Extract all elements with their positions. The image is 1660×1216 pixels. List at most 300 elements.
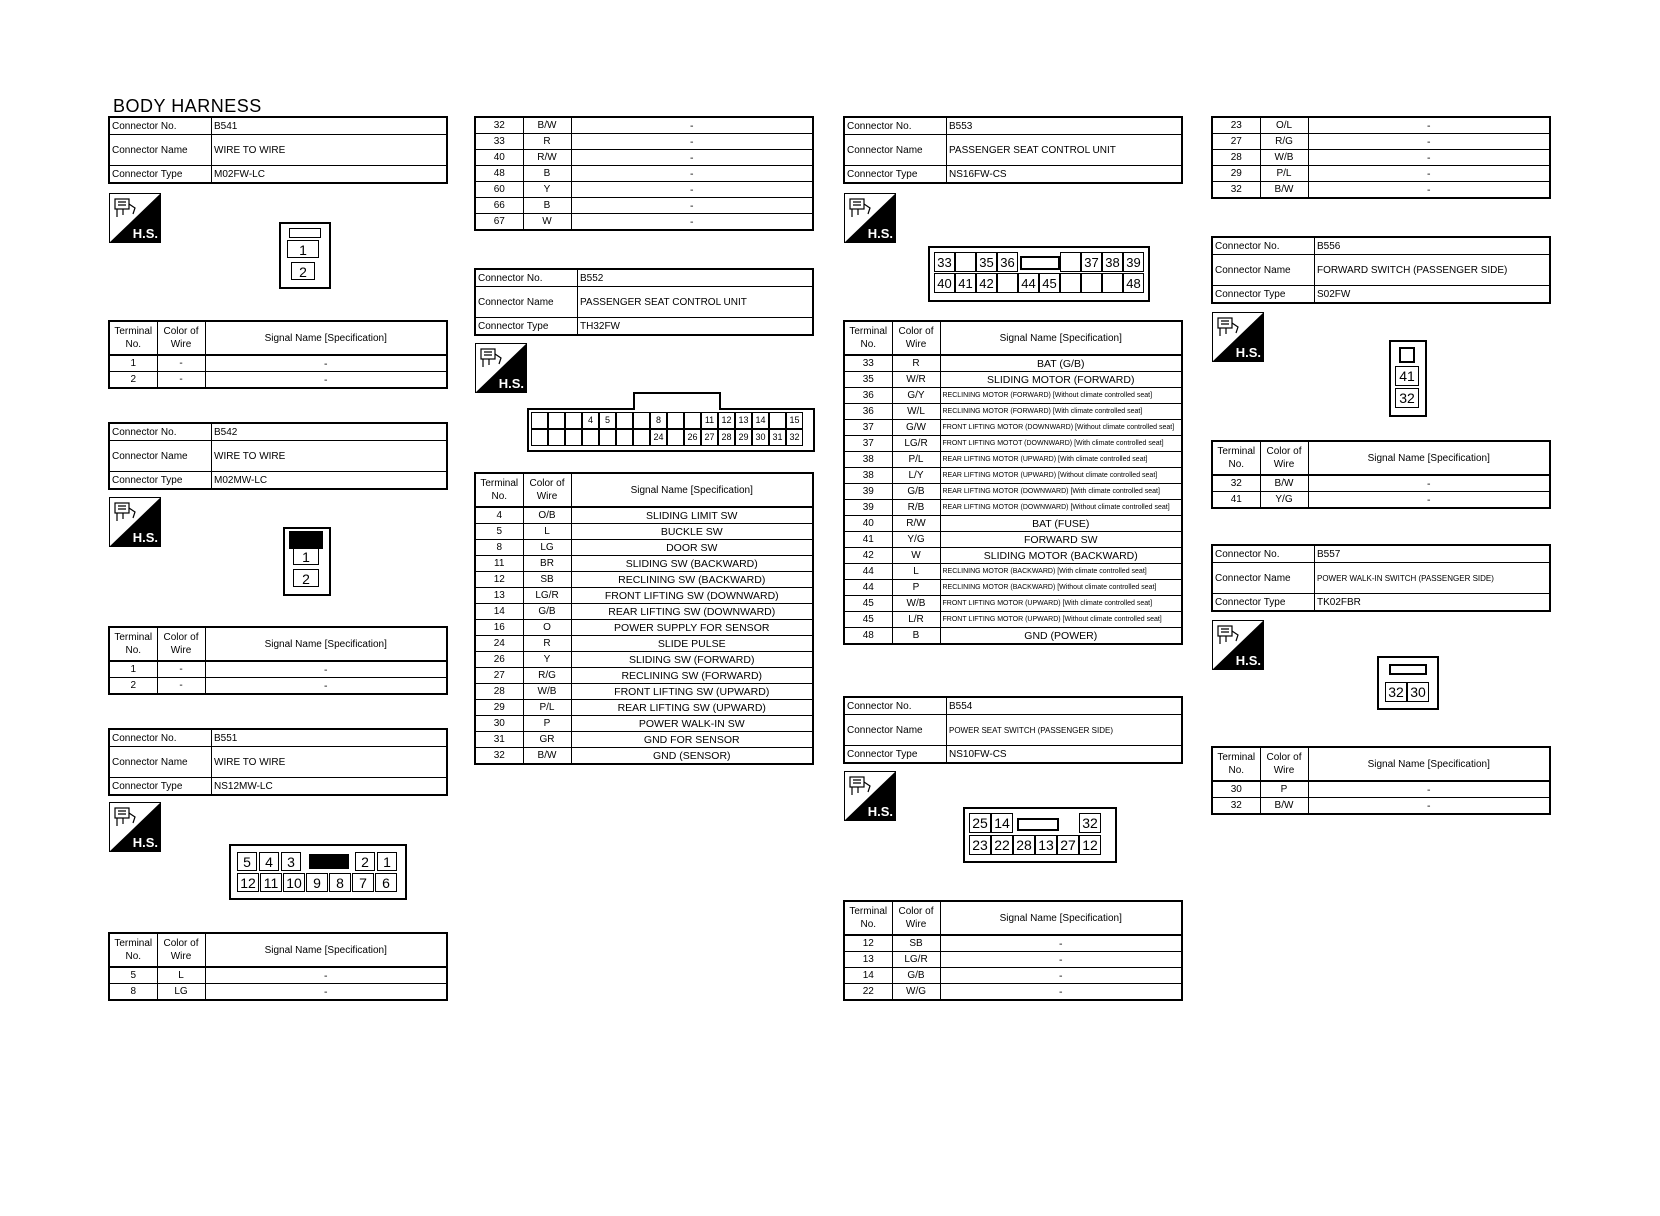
signal-name: - <box>1308 166 1550 182</box>
label-connector-no: Connector No. <box>844 117 947 135</box>
terminal-no-header: Terminal No. <box>844 321 892 355</box>
pin-30: 30 <box>1407 682 1429 702</box>
harness-side-icon <box>475 343 527 393</box>
signal-name: - <box>571 134 813 150</box>
wire-color: B/W <box>523 748 571 765</box>
pin-slot <box>997 273 1018 293</box>
signal-name-header: Signal Name [Specification] <box>1308 747 1550 781</box>
table-row <box>475 620 813 636</box>
wire-color: GR <box>523 732 571 748</box>
pin-slot <box>1081 273 1102 293</box>
pin-27: 27 <box>701 429 718 446</box>
table-row <box>844 355 1182 372</box>
b551-no: B551 <box>212 729 448 747</box>
table-row <box>844 628 1182 645</box>
terminal-no: 22 <box>844 984 892 1001</box>
b554-name: POWER SEAT SWITCH (PASSENGER SIDE) <box>947 715 1183 746</box>
wire-color: Y/G <box>892 532 940 548</box>
pin-44: 44 <box>1018 273 1039 293</box>
b541-no: B541 <box>212 117 448 135</box>
pin-12: 12 <box>718 412 735 429</box>
table-row <box>844 516 1182 532</box>
wire-color: B <box>523 198 571 214</box>
table-row <box>475 732 813 748</box>
table-row <box>109 355 447 372</box>
pin-2: 2 <box>355 852 375 871</box>
signal-name: FRONT LIFTING MOTOR (DOWNWARD) [Without climate controlled seat] <box>940 420 1182 436</box>
color-of-wire-header: Color of Wire <box>157 627 205 661</box>
wire-color: W/B <box>523 684 571 700</box>
label-connector-no: Connector No. <box>109 117 212 135</box>
hs-label: H.S. <box>132 835 158 850</box>
table-row <box>475 668 813 684</box>
harness-side-icon <box>844 193 896 243</box>
pin-6: 6 <box>375 873 397 892</box>
table-row <box>844 968 1182 984</box>
pin-slot <box>548 412 565 429</box>
wire-color: - <box>157 372 205 389</box>
table-row <box>844 420 1182 436</box>
b553-terminal-table <box>843 320 1183 645</box>
table-row <box>1212 475 1550 492</box>
wire-color: B/W <box>1260 798 1308 815</box>
b541-terminal-table <box>108 320 448 389</box>
pin-4: 4 <box>259 852 279 871</box>
terminal-no: 37 <box>844 436 892 452</box>
label-connector-type: Connector Type <box>844 166 947 184</box>
hs-label: H.S. <box>867 804 893 819</box>
connector-latch <box>1389 664 1427 675</box>
table-row <box>475 716 813 732</box>
terminal-no: 38 <box>844 452 892 468</box>
table-row <box>475 684 813 700</box>
pin-32: 32 <box>786 429 803 446</box>
label-connector-type: Connector Type <box>109 166 212 184</box>
color-of-wire-header: Color of Wire <box>157 933 205 967</box>
signal-name-header: Signal Name [Specification] <box>571 473 813 507</box>
label-connector-no: Connector No. <box>475 269 578 287</box>
b557-connector-face <box>1377 656 1439 710</box>
b552-name: PASSENGER SEAT CONTROL UNIT <box>578 287 814 318</box>
wire-color: L/R <box>892 612 940 628</box>
table-row <box>1212 134 1550 150</box>
signal-name: FRONT LIFTING SW (UPWARD) <box>571 684 813 700</box>
b556-terminal-table <box>1211 440 1551 509</box>
table-row <box>1212 798 1550 815</box>
table-row <box>844 580 1182 596</box>
pin-slot <box>684 412 701 429</box>
color-of-wire-header: Color of Wire <box>892 901 940 935</box>
connector-latch <box>1399 347 1415 363</box>
table-row <box>844 548 1182 564</box>
signal-name: - <box>205 967 447 984</box>
signal-name: SLIDING SW (BACKWARD) <box>571 556 813 572</box>
pin-32: 32 <box>1385 682 1407 702</box>
pin-39: 39 <box>1123 252 1144 272</box>
wire-color: B <box>523 166 571 182</box>
wire-color: R/G <box>1260 134 1308 150</box>
wire-color: L/Y <box>892 468 940 484</box>
table-row <box>475 182 813 198</box>
table-row <box>475 214 813 231</box>
pin-3: 3 <box>281 852 301 871</box>
signal-name: BAT (FUSE) <box>940 516 1182 532</box>
pin-28: 28 <box>1013 835 1035 855</box>
terminal-no-header: Terminal No. <box>844 901 892 935</box>
signal-name: - <box>571 166 813 182</box>
table-row <box>475 604 813 620</box>
b553-connector-face <box>928 246 1150 302</box>
signal-name: - <box>205 678 447 695</box>
pin-slot <box>633 429 650 446</box>
terminal-no: 33 <box>475 134 523 150</box>
terminal-no: 33 <box>844 355 892 372</box>
label-connector-type: Connector Type <box>844 746 947 764</box>
wire-color: G/B <box>523 604 571 620</box>
b554-type: NS10FW-CS <box>947 746 1183 764</box>
terminal-no: 32 <box>475 748 523 765</box>
b552-terminal-table <box>474 472 814 765</box>
pin-15: 15 <box>786 412 803 429</box>
label-connector-name: Connector Name <box>109 747 212 778</box>
table-row <box>475 748 813 765</box>
b551-name: WIRE TO WIRE <box>212 747 448 778</box>
b556-type: S02FW <box>1315 286 1551 304</box>
hs-label: H.S. <box>132 530 158 545</box>
wire-color: L <box>523 524 571 540</box>
pin-9: 9 <box>306 873 328 892</box>
b552-no: B552 <box>578 269 814 287</box>
signal-name-header: Signal Name [Specification] <box>205 933 447 967</box>
terminal-no: 32 <box>1212 475 1260 492</box>
signal-name: - <box>205 372 447 389</box>
page-title: BODY HARNESS <box>113 96 262 116</box>
pin-slot <box>565 412 582 429</box>
pin-2: 2 <box>291 262 315 280</box>
terminal-no: 41 <box>844 532 892 548</box>
color-of-wire-header: Color of Wire <box>892 321 940 355</box>
wire-color: P/L <box>523 700 571 716</box>
signal-name-header: Signal Name [Specification] <box>940 901 1182 935</box>
table-row <box>475 652 813 668</box>
signal-name: - <box>571 182 813 198</box>
signal-name: - <box>1308 182 1550 199</box>
b552-connector-face <box>527 408 815 452</box>
pin-12: 12 <box>1079 835 1101 855</box>
wire-color: P/L <box>1260 166 1308 182</box>
hs-label: H.S. <box>498 376 524 391</box>
b553-no: B553 <box>947 117 1183 135</box>
b542-connector-face <box>283 527 331 596</box>
wire-color: Y/G <box>1260 492 1308 509</box>
wire-color: B <box>892 628 940 645</box>
signal-name: POWER SUPPLY FOR SENSOR <box>571 620 813 636</box>
b552-connector-info <box>474 268 814 336</box>
signal-name: POWER WALK-IN SW <box>571 716 813 732</box>
wire-color: P <box>523 716 571 732</box>
signal-name: FRONT LIFTING MOTOR (UPWARD) [With climate controlled seat] <box>940 596 1182 612</box>
pin-38: 38 <box>1102 252 1123 272</box>
table-row <box>475 556 813 572</box>
signal-name: BAT (G/B) <box>940 355 1182 372</box>
wire-color: W/L <box>892 404 940 420</box>
table-row <box>844 532 1182 548</box>
signal-name: - <box>1308 117 1550 134</box>
wire-color: W/G <box>892 984 940 1001</box>
terminal-no: 23 <box>1212 117 1260 134</box>
table-row <box>109 967 447 984</box>
label-connector-name: Connector Name <box>1212 563 1315 594</box>
label-connector-name: Connector Name <box>1212 255 1315 286</box>
harness-side-icon <box>844 771 896 821</box>
table-row <box>475 700 813 716</box>
signal-name: - <box>571 117 813 134</box>
b554-connector-info <box>843 696 1183 764</box>
b552-cont-terminal-table <box>474 116 814 231</box>
terminal-no: 66 <box>475 198 523 214</box>
b541-type: M02FW-LC <box>212 166 448 184</box>
table-row <box>1212 150 1550 166</box>
wire-color: W <box>892 548 940 564</box>
pin-4: 4 <box>582 412 599 429</box>
terminal-no: 40 <box>475 150 523 166</box>
signal-name: - <box>1308 798 1550 815</box>
signal-name: REAR LIFTING SW (DOWNWARD) <box>571 604 813 620</box>
signal-name: - <box>940 984 1182 1001</box>
terminal-no: 2 <box>109 678 157 695</box>
wire-color: Y <box>523 182 571 198</box>
terminal-no: 35 <box>844 372 892 388</box>
pin-45: 45 <box>1039 273 1060 293</box>
hs-label: H.S. <box>1235 345 1261 360</box>
table-row <box>109 984 447 1001</box>
wire-color: R/W <box>523 150 571 166</box>
wire-color: G/Y <box>892 388 940 404</box>
harness-side-icon <box>1212 620 1264 670</box>
label-connector-no: Connector No. <box>844 697 947 715</box>
terminal-no: 42 <box>844 548 892 564</box>
pin-slot <box>633 412 650 429</box>
table-row <box>1212 182 1550 199</box>
signal-name: REAR LIFTING SW (UPWARD) <box>571 700 813 716</box>
wire-color: W <box>523 214 571 231</box>
wire-color: R <box>892 355 940 372</box>
table-row <box>844 388 1182 404</box>
wire-color: LG/R <box>892 952 940 968</box>
table-row <box>475 524 813 540</box>
pin-1: 1 <box>377 852 397 871</box>
pin-2: 2 <box>293 569 319 587</box>
signal-name: - <box>940 952 1182 968</box>
pin-slot <box>565 429 582 446</box>
signal-name: DOOR SW <box>571 540 813 556</box>
pin-slot <box>582 429 599 446</box>
table-row <box>475 117 813 134</box>
wire-color: L <box>892 564 940 580</box>
terminal-no: 48 <box>475 166 523 182</box>
pin-40: 40 <box>934 273 955 293</box>
terminal-no: 32 <box>1212 798 1260 815</box>
pin-slot <box>548 429 565 446</box>
pin-slot <box>531 429 548 446</box>
b551-connector-face <box>229 844 407 900</box>
terminal-no: 29 <box>475 700 523 716</box>
harness-side-icon <box>109 497 161 547</box>
signal-name: - <box>940 935 1182 952</box>
pin-32: 32 <box>1395 388 1419 408</box>
wire-color: G/W <box>892 420 940 436</box>
label-connector-type: Connector Type <box>109 778 212 796</box>
terminal-no: 44 <box>844 564 892 580</box>
label-connector-name: Connector Name <box>844 135 947 166</box>
b557-name: POWER WALK-IN SWITCH (PASSENGER SIDE) <box>1315 563 1551 594</box>
connector-lock <box>633 392 721 410</box>
signal-name: FRONT LIFTING MOTOR (UPWARD) [Without climate controlled seat] <box>940 612 1182 628</box>
b556-no: B556 <box>1315 237 1551 255</box>
signal-name: - <box>205 984 447 1001</box>
signal-name: FRONT LIFTING SW (DOWNWARD) <box>571 588 813 604</box>
pin-slot <box>769 412 786 429</box>
signal-name: - <box>205 355 447 372</box>
label-connector-name: Connector Name <box>475 287 578 318</box>
terminal-no: 48 <box>844 628 892 645</box>
pin-25: 25 <box>969 813 991 833</box>
signal-name: - <box>940 968 1182 984</box>
pin-5: 5 <box>599 412 616 429</box>
signal-name: SLIDING LIMIT SW <box>571 507 813 524</box>
b542-terminal-table <box>108 626 448 695</box>
terminal-no: 40 <box>844 516 892 532</box>
b556-name: FORWARD SWITCH (PASSENGER SIDE) <box>1315 255 1551 286</box>
terminal-no: 4 <box>475 507 523 524</box>
terminal-no: 11 <box>475 556 523 572</box>
terminal-no: 13 <box>475 588 523 604</box>
terminal-no: 26 <box>475 652 523 668</box>
table-row <box>109 661 447 678</box>
pin-42: 42 <box>976 273 997 293</box>
table-row <box>475 540 813 556</box>
terminal-no: 44 <box>844 580 892 596</box>
wire-color: BR <box>523 556 571 572</box>
b553-name: PASSENGER SEAT CONTROL UNIT <box>947 135 1183 166</box>
harness-side-icon <box>109 193 161 243</box>
b557-no: B557 <box>1315 545 1551 563</box>
wire-color: L <box>157 967 205 984</box>
terminal-no: 5 <box>475 524 523 540</box>
pin-8: 8 <box>329 873 351 892</box>
wire-color: B/W <box>1260 475 1308 492</box>
pin-28: 28 <box>718 429 735 446</box>
terminal-no: 28 <box>475 684 523 700</box>
wire-color: SB <box>523 572 571 588</box>
pin-29: 29 <box>735 429 752 446</box>
table-row <box>475 134 813 150</box>
pin-slot <box>1060 273 1081 293</box>
terminal-no: 38 <box>844 468 892 484</box>
table-row <box>844 436 1182 452</box>
label-connector-name: Connector Name <box>109 441 212 472</box>
terminal-no-header: Terminal No. <box>109 321 157 355</box>
connector-latch <box>1020 256 1060 270</box>
signal-name: BUCKLE SW <box>571 524 813 540</box>
terminal-no: 36 <box>844 404 892 420</box>
pin-slot <box>1060 252 1081 272</box>
wire-color: O/L <box>1260 117 1308 134</box>
pin-1: 1 <box>287 240 319 258</box>
table-row <box>109 678 447 695</box>
b556-connector-face <box>1389 340 1427 417</box>
signal-name: FRONT LIFTING MOTOT (DOWNWARD) [With climate controlled seat] <box>940 436 1182 452</box>
terminal-no: 31 <box>475 732 523 748</box>
table-row <box>844 952 1182 968</box>
terminal-no: 1 <box>109 661 157 678</box>
terminal-no: 12 <box>844 935 892 952</box>
pin-31: 31 <box>769 429 786 446</box>
b542-connector-info <box>108 422 448 490</box>
pin-26: 26 <box>684 429 701 446</box>
table-row <box>475 150 813 166</box>
signal-name: - <box>1308 150 1550 166</box>
pin-slot <box>955 252 976 272</box>
terminal-no-header: Terminal No. <box>1212 441 1260 475</box>
connector-latch <box>289 228 321 238</box>
terminal-no: 37 <box>844 420 892 436</box>
pin-slot <box>667 429 684 446</box>
label-connector-type: Connector Type <box>109 472 212 490</box>
b556-connector-info <box>1211 236 1551 304</box>
terminal-no: 39 <box>844 500 892 516</box>
pin-12: 12 <box>237 873 259 892</box>
table-row <box>1212 492 1550 509</box>
b554-cont-terminal-table <box>1211 116 1551 199</box>
hs-label: H.S. <box>867 226 893 241</box>
signal-name: REAR LIFTING MOTOR (DOWNWARD) [Without climate controlled seat] <box>940 500 1182 516</box>
wire-color: - <box>157 678 205 695</box>
b552-type: TH32FW <box>578 318 814 336</box>
signal-name: - <box>1308 134 1550 150</box>
terminal-no: 16 <box>475 620 523 636</box>
pin-24: 24 <box>650 429 667 446</box>
wire-color: W/B <box>892 596 940 612</box>
signal-name-header: Signal Name [Specification] <box>205 627 447 661</box>
table-row <box>1212 166 1550 182</box>
terminal-no-header: Terminal No. <box>109 933 157 967</box>
table-row <box>475 507 813 524</box>
wire-color: LG <box>157 984 205 1001</box>
pin-41: 41 <box>955 273 976 293</box>
pin-8: 8 <box>650 412 667 429</box>
table-row <box>844 612 1182 628</box>
signal-name: RECLINING MOTOR (FORWARD) [With climate controlled seat] <box>940 404 1182 420</box>
wire-color: SB <box>892 935 940 952</box>
b557-terminal-table <box>1211 746 1551 815</box>
wire-color: R <box>523 636 571 652</box>
signal-name: - <box>205 661 447 678</box>
signal-name: FORWARD SW <box>940 532 1182 548</box>
table-row <box>844 484 1182 500</box>
terminal-no-header: Terminal No. <box>109 627 157 661</box>
signal-name: RECLINING MOTOR (BACKWARD) [With climate controlled seat] <box>940 564 1182 580</box>
terminal-no: 24 <box>475 636 523 652</box>
label-connector-name: Connector Name <box>109 135 212 166</box>
b554-connector-face <box>963 807 1117 863</box>
terminal-no: 39 <box>844 484 892 500</box>
table-row <box>844 372 1182 388</box>
signal-name-header: Signal Name [Specification] <box>205 321 447 355</box>
wire-color: R/G <box>523 668 571 684</box>
label-connector-name: Connector Name <box>844 715 947 746</box>
pin-48: 48 <box>1123 273 1144 293</box>
